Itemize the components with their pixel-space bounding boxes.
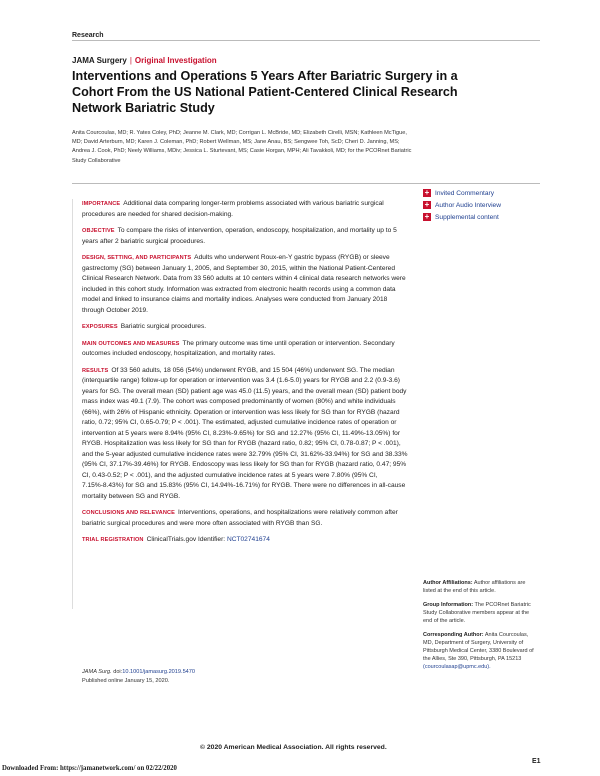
sidebar-item-label[interactable]: Author Audio Interview bbox=[435, 201, 501, 209]
sidebar-item-audio-interview[interactable] bbox=[423, 201, 543, 209]
citation-doi-line bbox=[82, 668, 402, 677]
copyright: © 2020 American Medical Association. All rights reserved. bbox=[200, 744, 387, 751]
sidebar-item-label[interactable]: Invited Commentary bbox=[435, 189, 494, 197]
exposures-label: EXPOSURES bbox=[82, 324, 118, 330]
page-number: E1 bbox=[532, 758, 541, 765]
download-stamp: Downloaded From: https://jamanetwork.com/ on 02/22/2020 bbox=[2, 765, 177, 772]
abstract-importance bbox=[82, 199, 408, 220]
objective-label: OBJECTIVE bbox=[82, 228, 115, 234]
registration-link[interactable]: NCT02741674 bbox=[226, 536, 270, 543]
journal-separator: | bbox=[129, 56, 132, 65]
results-text: Of 33 560 adults, 18 056 (54%) underwent RYGB, and 15 504 (46%) underwent SG. The median (interquartile range) follow-up for operation or intervention was 3.4 (1.6-5.0) years for RYGB and 2.2 (0.9-3.6) years for SG. The overall mean (SD) patient age was 45.0 (11.5) years, and the overall mean (SD) patient body mass index was 49.1 (7.9). The cohort was composed predominantly of women (80%) and white individuals (66%), with 26% of Hispanic ethnicity. Operation or intervention was less likely for SG than for RYGB (hazard ratio, 0.72; 95% CI, 0.65-0.79; P < .001). The estimated, adjusted cumulative incidence rates of operation or intervention at 5 years were 8.94% (95% CI, 8.23%-9.65%) for SG and 12.27% (95% CI, 11.49%-13.05%) for RYGB. Hospitalization was less likely for SG than for RYGB (hazard ratio, 0.82; 95% CI, 0.78-0.87; P < .001), and the 5-year adjusted cumulative incidence rates were 32.79% (95% CI, 31.62%-33.94%) for SG and 38.33% (95% CI, 37.17%-39.46%) for RYGB. Endoscopy was less likely for SG than for RYGB (hazard ratio, 0.47; 95% CI, 0.43-0.52; P < .001), and the adjusted cumulative incidence rates at 5 years were 7.80% (95% CI, 7.15%-8.43%) for SG and 15.83% (95% CI, 14.94%-16.71%) for RYGB. There were no differences in all-cause mortality between SG and RYGB. bbox=[82, 366, 408, 500]
design-text: Adults who underwent Roux-en-Y gastric bypass (RYGB) or sleeve gastrectomy (SG) between January 1, 2005, and September 30, 2015, within the National Patient-Centered Clinical Research Network. Data from 33 560 adults at 10 centers within 4 clinical data research networks were included in this cohort study. Information was extracted from electronic health records using a common data model and linked to insurance claims and mortality indices. Analyses were conducted from January 2018 through October 2019. bbox=[82, 254, 406, 314]
abstract-conclusions bbox=[82, 508, 408, 529]
doi-label: doi: bbox=[113, 669, 123, 675]
article-type: Original Investigation bbox=[134, 56, 217, 65]
plus-icon: + bbox=[424, 188, 430, 197]
citation-journal: JAMA Surg. bbox=[82, 669, 112, 675]
abstract-registration bbox=[82, 535, 408, 546]
group-information bbox=[423, 601, 538, 625]
outcomes-label: MAIN OUTCOMES AND MEASURES bbox=[82, 340, 180, 347]
importance-label: IMPORTANCE bbox=[82, 201, 121, 207]
corresponding-label: Corresponding Author: bbox=[423, 632, 484, 638]
published-date: Published online January 15, 2020. bbox=[82, 677, 170, 684]
abstract-design bbox=[82, 253, 408, 316]
outcomes-text: The primary outcome was time until operation or intervention. Secondary outcomes included endoscopy, hospitalization, and mortality rates. bbox=[82, 339, 395, 357]
objective-text: To compare the risks of intervention, operation, endoscopy, hospitalization, and mortality up to 5 years after 2 bariatric surgical procedures. bbox=[82, 227, 397, 245]
exposures-text: Bariatric surgical procedures. bbox=[120, 323, 207, 330]
abstract-outcomes bbox=[82, 339, 408, 360]
abstract-border bbox=[72, 199, 73, 609]
abstract-objective bbox=[82, 226, 408, 247]
sidebar-item-invited-commentary[interactable] bbox=[423, 189, 543, 197]
sidebar-item-label[interactable]: Supplemental content bbox=[435, 213, 499, 221]
section-label: Research bbox=[72, 32, 104, 39]
affiliations bbox=[423, 579, 538, 677]
author-list: Anita Courcoulas, MD; R. Yates Coley, PhD; Jeanne M. Clark, MD; Corrigan L. McBride, MD; Elizabeth Cirelli, MSN; Kathleen McTigue, MD; David Arterburn, MD; Karen J. Coleman, PhD; Robert Wellman, MS; Jane Anau, BS; Sengwee Toh, ScD; Cheri D. Janning, MS; Andrea J. Cook, PhD; Neely Williams, MDiv; Jessica L. Sturtevant, MS; Casie Horgan, MPH; Ali Tavakkoli, MD; for the PCORnet Bariatric Study Collaborative bbox=[72, 130, 412, 164]
registration-text: ClinicalTrials.gov Identifier: bbox=[146, 536, 226, 543]
abstract-results bbox=[82, 366, 408, 503]
abstract-exposures bbox=[82, 322, 408, 333]
registration-label: TRIAL REGISTRATION bbox=[82, 537, 144, 543]
author-affiliations bbox=[423, 579, 538, 595]
abstract bbox=[82, 199, 408, 552]
importance-text: Additional data comparing longer-term problems associated with various bariatric surgical procedures are needed for shared decision-making. bbox=[82, 200, 384, 218]
conclusions-text: Interventions, operations, and hospitalizations were relatively common after bariatric surgical procedures and were more often associated with RYGB than SG. bbox=[82, 509, 398, 527]
conclusions-label: CONCLUSIONS AND RELEVANCE bbox=[82, 510, 175, 516]
design-label: DESIGN, SETTING, AND PARTICIPANTS bbox=[82, 255, 192, 261]
author-aff-text: Author affiliations are listed at the end of this article. bbox=[423, 580, 526, 594]
results-label: RESULTS bbox=[82, 367, 109, 374]
related-content-sidebar bbox=[423, 189, 543, 225]
article-title: Interventions and Operations 5 Years After Bariatric Surgery in a Cohort From the US National Patient-Centered Clinical Research Network Bariatric Study bbox=[72, 69, 458, 115]
plus-icon: + bbox=[424, 200, 430, 209]
journal-name: JAMA Surgery bbox=[72, 56, 127, 65]
corresponding-author bbox=[423, 631, 538, 671]
header-divider bbox=[72, 40, 540, 41]
group-label: Group Information: bbox=[423, 602, 474, 608]
corresponding-text: Anita Courcoulas, MD, Department of Surgery, University of Pittsburgh Medical Center, 3380 Boulevard of the Allies, Ste 390, Pittsburgh, PA 15213 bbox=[423, 632, 534, 662]
author-aff-label: Author Affiliations: bbox=[423, 580, 473, 586]
sidebar-item-supplemental-content[interactable] bbox=[423, 213, 543, 221]
authors-divider bbox=[72, 183, 540, 184]
group-text: The PCORnet Bariatric Study Collaborative members appear at the end of the article. bbox=[423, 602, 531, 624]
plus-icon: + bbox=[424, 212, 430, 221]
doi-link[interactable]: 10.1001/jamasurg.2019.5470 bbox=[122, 669, 196, 675]
corresponding-email[interactable]: (courcoulasap@upmc.edu). bbox=[423, 664, 491, 670]
journal-line bbox=[72, 56, 217, 65]
citation bbox=[82, 668, 402, 685]
